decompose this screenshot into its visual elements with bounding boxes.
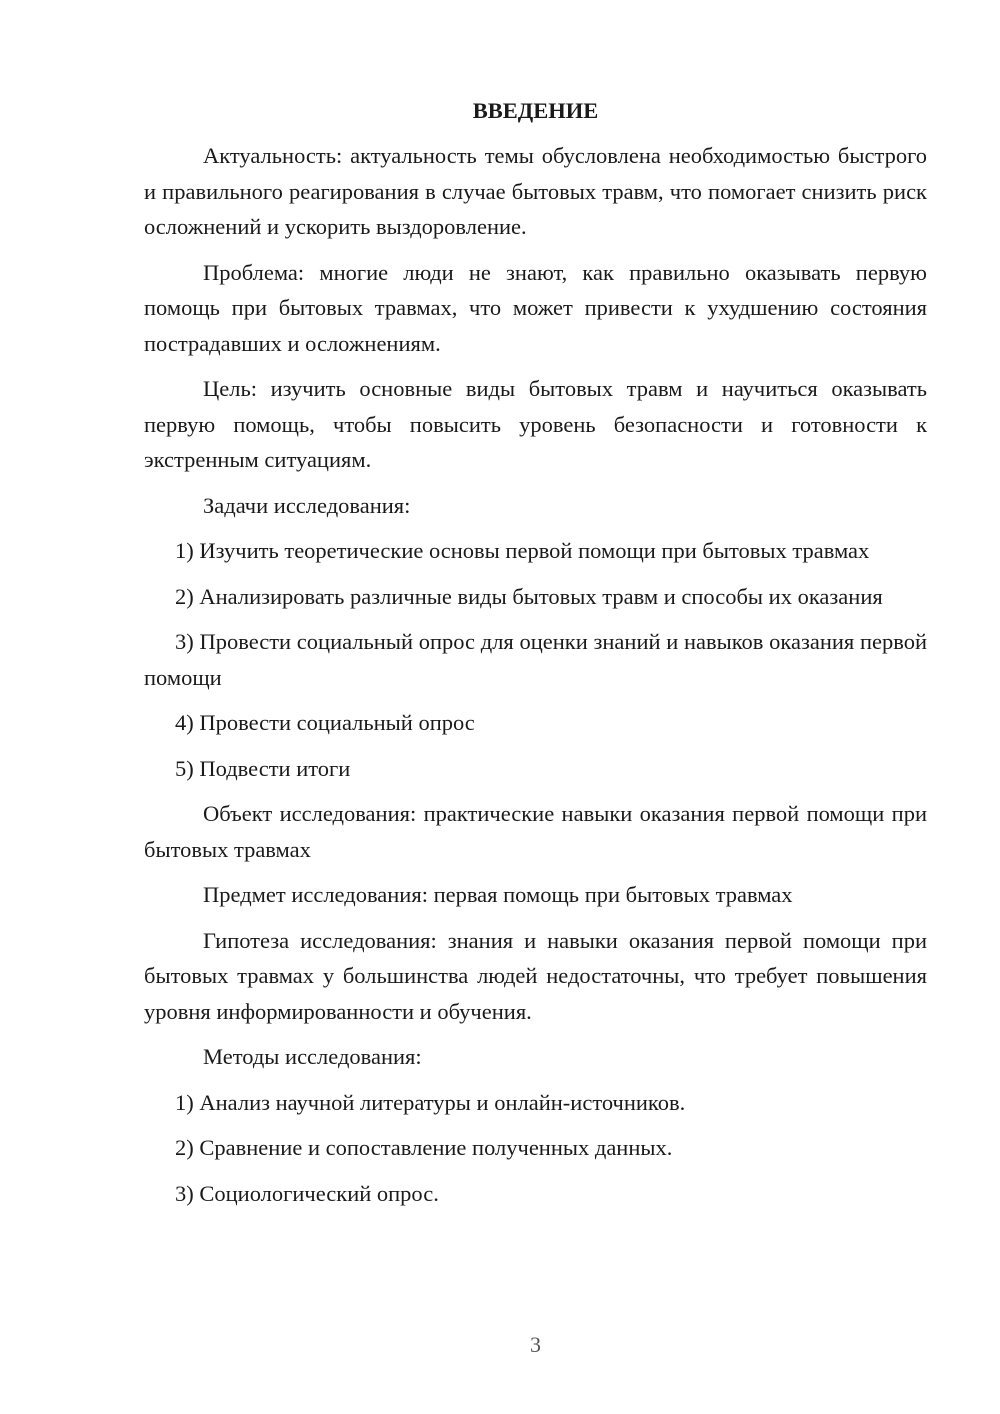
page-number: 3 [530, 1332, 541, 1357]
subject-paragraph: Предмет исследования: первая помощь при бытовых травмах [203, 882, 793, 907]
goal-paragraph: Цель: изучить основные виды бытовых травм и научиться оказывать первую помощь, чтобы повысить уровень безопасности и готовности к экстренным ситуациям. [144, 376, 927, 472]
task-item: 3) Провести социальный опрос для оценки знаний и навыков оказания первой помощи [144, 629, 927, 690]
task-item: 1) Изучить теоретические основы первой помощи при бытовых травмах [175, 538, 870, 563]
method-item: 1) Анализ научной литературы и онлайн-источников. [175, 1089, 686, 1115]
methods-heading: Методы исследования: [203, 1044, 422, 1069]
task-item: 2) Анализировать различные виды бытовых травм и способы их оказания [175, 583, 883, 609]
task-item: 4) Провести социальный опрос [175, 710, 475, 735]
document-page [144, 92, 927, 1221]
hypothesis-paragraph: Гипотеза исследования: знания и навыки оказания первой помощи при бытовых травмах у большинства людей недостаточны, что требует повышения уровня информированности и обучения. [144, 927, 927, 1024]
object-paragraph: Объект исследования: практические навыки оказания первой помощи при бытовых травмах [144, 801, 927, 862]
tasks-heading: Задачи исследования: [203, 492, 411, 518]
page-title: ВВЕДЕНИЕ [472, 98, 599, 123]
task-item: 5) Подвести итоги [175, 755, 351, 781]
problem-paragraph: Проблема: многие люди не знают, как правильно оказывать первую помощь при бытовых травмах, что может привести к ухудшению состояния пострадавших и осложнениям. [144, 259, 927, 356]
method-item: 2) Сравнение и сопоставление полученных данных. [175, 1135, 673, 1160]
method-item: 3) Социологический опрос. [175, 1180, 439, 1206]
relevance-paragraph: Актуальность: актуальность темы обусловлена необходимостью быстрого и правильного реагирования в случае бытовых травм, что помогает снизить риск осложнений и ускорить выздоровление. [144, 143, 927, 239]
